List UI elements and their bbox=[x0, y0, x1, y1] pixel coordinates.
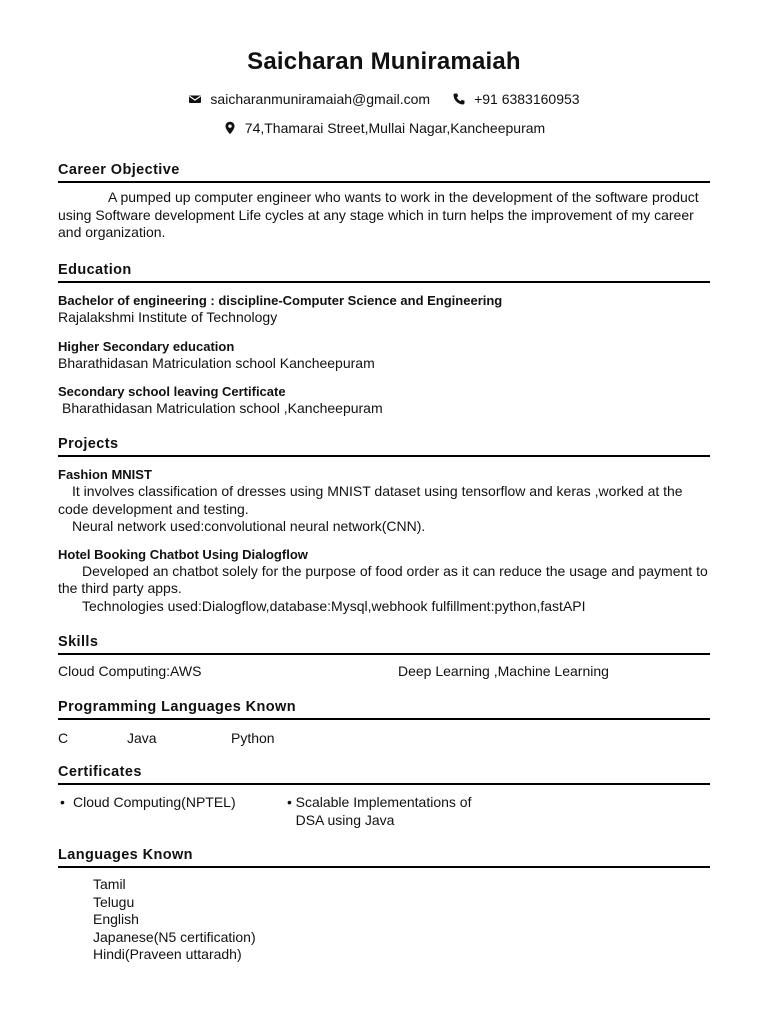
language-item: Tamil bbox=[93, 876, 126, 892]
project-item bbox=[58, 546, 710, 616]
career-objective-text: A pumped up computer engineer who wants to work in the development of the software product using Software development Life cycles at any stage which in turn helps the improvement of my career and organization. bbox=[58, 189, 699, 240]
project-description: It involves classification of dresses using MNIST dataset using tensorflow and keras ,worked at the code development and testing. bbox=[58, 483, 683, 517]
location-pin-icon bbox=[223, 121, 237, 135]
project-name: Fashion MNIST bbox=[58, 467, 152, 482]
education-school: Bharathidasan Matriculation school Kancheepuram bbox=[58, 354, 375, 371]
education-degree: Secondary school leaving Certificate bbox=[58, 384, 286, 399]
language-item: Japanese(N5 certification) bbox=[93, 928, 256, 945]
address-row bbox=[0, 120, 768, 136]
education-title: Education bbox=[58, 261, 710, 283]
skills-section bbox=[58, 633, 710, 679]
programming-languages-title: Programming Languages Known bbox=[58, 698, 710, 720]
education-degree: Higher Secondary education bbox=[58, 338, 235, 354]
certificate-item bbox=[58, 794, 285, 829]
candidate-name: Saicharan Muniramaiah bbox=[247, 48, 521, 75]
project-technology: Technologies used:Dialogflow,database:Mysql,webhook fulfillment:python,fastAPI bbox=[82, 597, 586, 614]
skill-item: Deep Learning ,Machine Learning bbox=[398, 663, 609, 679]
certificates-section bbox=[58, 763, 710, 829]
education-school: Rajalakshmi Institute of Technology bbox=[58, 309, 278, 325]
education-entry bbox=[58, 292, 710, 327]
contact-row bbox=[0, 91, 768, 107]
programming-languages-section bbox=[58, 698, 710, 746]
certificates-row bbox=[58, 794, 710, 829]
programming-language-item: Python bbox=[231, 730, 275, 746]
email-item bbox=[188, 91, 430, 107]
education-degree: Bachelor of engineering : discipline-Computer Science and Engineering bbox=[58, 293, 503, 308]
languages-known-section bbox=[58, 846, 710, 964]
skill-item: Cloud Computing:AWS bbox=[58, 663, 202, 679]
education-entry bbox=[58, 338, 710, 373]
project-name: Hotel Booking Chatbot Using Dialogflow bbox=[58, 546, 308, 562]
project-description: Developed an chatbot solely for the purpose of food order as it can reduce the usage and payment to the third party apps. bbox=[58, 562, 708, 596]
education-entry bbox=[58, 383, 710, 418]
phone-icon bbox=[452, 92, 466, 106]
phone-text: +91 6383160953 bbox=[474, 91, 580, 107]
phone-item bbox=[452, 91, 580, 107]
envelope-icon bbox=[188, 92, 202, 106]
languages-list bbox=[58, 876, 710, 964]
address-text: 74,Thamarai Street,Mullai Nagar,Kancheepuram bbox=[244, 120, 546, 136]
bullet: • bbox=[287, 794, 292, 810]
programming-language-item: Java bbox=[127, 730, 157, 746]
career-objective-section bbox=[58, 161, 710, 242]
skills-row bbox=[58, 663, 710, 679]
certificate-text: Cloud Computing(NPTEL) bbox=[73, 794, 236, 810]
email-text: saicharanmuniramaiah@gmail.com bbox=[210, 91, 431, 107]
languages-known-title: Languages Known bbox=[58, 846, 710, 868]
projects-section bbox=[58, 435, 710, 615]
project-technology: Neural network used:convolutional neural network(CNN). bbox=[72, 518, 426, 534]
certificate-text: Scalable Implementations of DSA using Java bbox=[295, 794, 472, 828]
language-item: English bbox=[93, 911, 139, 927]
education-school: Bharathidasan Matriculation school ,Kancheepuram bbox=[62, 400, 383, 416]
career-objective-title: Career Objective bbox=[58, 161, 710, 183]
language-item: Telugu bbox=[93, 893, 135, 910]
education-section bbox=[58, 261, 710, 418]
project-item bbox=[58, 466, 710, 536]
certificate-item bbox=[285, 794, 480, 829]
certificates-title: Certificates bbox=[58, 763, 710, 785]
bullet: • bbox=[60, 794, 65, 810]
programming-language-item: C bbox=[58, 730, 69, 746]
skills-title: Skills bbox=[58, 633, 710, 655]
language-item: Hindi(Praveen uttaradh) bbox=[93, 946, 242, 962]
programming-languages-row bbox=[58, 730, 710, 746]
address-item bbox=[223, 120, 545, 136]
projects-title: Projects bbox=[58, 435, 710, 457]
